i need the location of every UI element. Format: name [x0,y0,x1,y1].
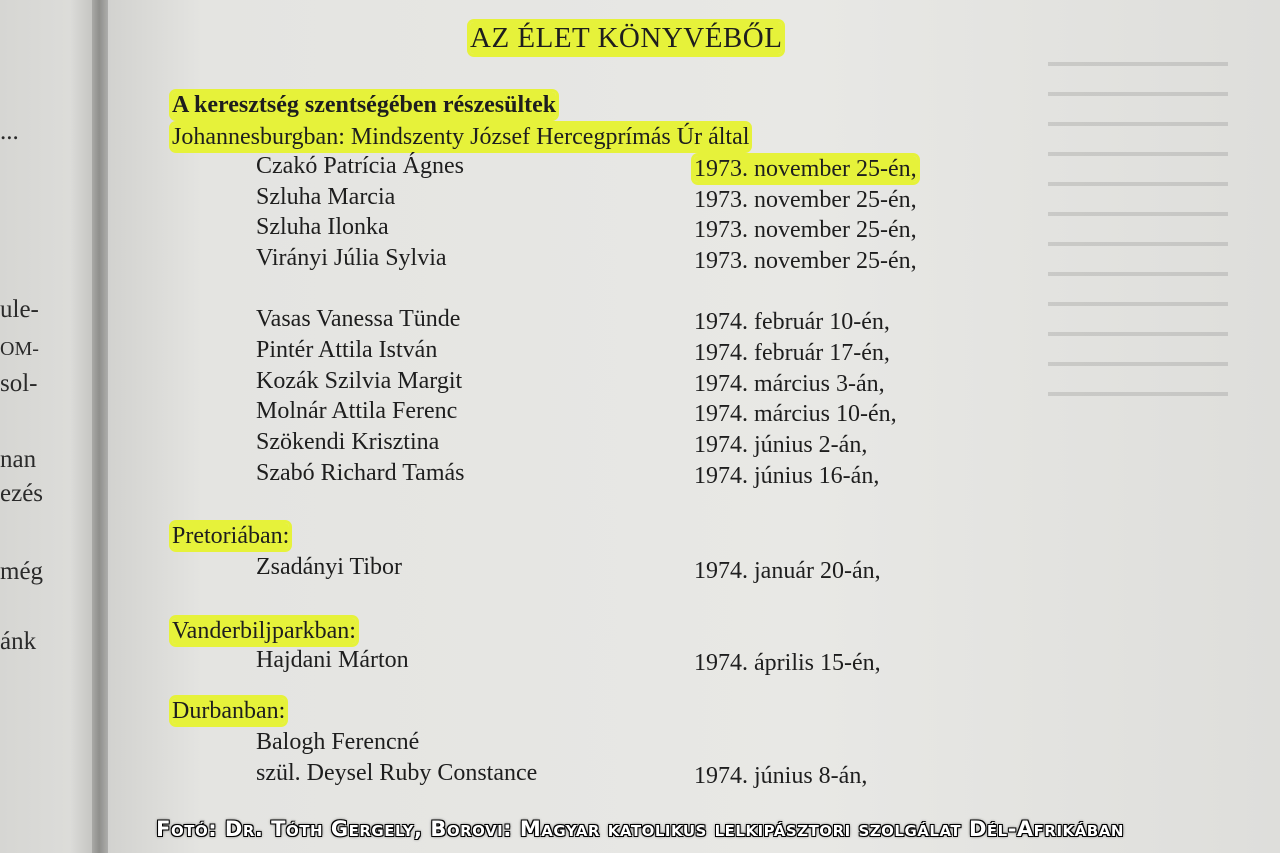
entry-date: 1974. április 15-én, [694,650,881,676]
entry-date: 1973. november 25-én, [694,248,917,274]
entry-date: 1974. június 16-án, [694,463,880,489]
left-page-fragment: ule- [0,296,39,323]
location-pretoria: Pretoriában: [172,523,290,549]
entry-name: Kozák Szilvia Margit [256,368,463,394]
entry-date: 1974. június 2-án, [694,432,868,458]
entry-name: Vasas Vanessa Tünde [256,306,461,332]
entry-name: Balogh Ferencné [256,729,420,755]
entry-date: 1973. november 25-én, [694,217,917,243]
entry-date: 1974. március 3-án, [694,371,885,397]
left-page [0,0,100,853]
bleed-through-text [1048,40,1228,400]
left-page-fragment: még [0,558,44,585]
entry-name: szül. Deysel Ruby Constance [256,760,538,786]
left-page-fragment: ... [0,118,19,145]
left-page-fragment: ánk [0,628,37,655]
section-heading: A keresztség szentségében részesültek [172,92,557,118]
entry-name: Szökendi Krisztina [256,429,440,455]
left-page-fragment: OM- [0,338,39,360]
left-page-fragment: sol- [0,370,38,397]
entry-name: Szluha Marcia [256,184,396,210]
entry-name: Czakó Patrícia Ágnes [256,153,464,179]
entry-date: 1974. március 10-én, [694,401,897,427]
entry-date: 1974. február 10-én, [694,309,890,335]
entry-name: Zsadányi Tibor [256,554,403,580]
entry-date: 1974. június 8-án, [694,763,868,789]
location-johannesburg: Johannesburgban: Mindszenty József Hercegprímás Úr által [172,124,750,150]
left-page-fragment: nan [0,446,37,473]
photo-credit-caption: Fotó: Dr. Tóth Gergely, Borovi: Magyar katolikus lelkipásztori szolgálat Dél-Afrikában [156,817,1124,841]
page-title: AZ ÉLET KÖNYVÉBŐL [470,22,783,54]
entry-name: Molnár Attila Ferenc [256,398,458,424]
entry-name: Hajdani Márton [256,647,409,673]
entry-name: Szabó Richard Tamás [256,460,465,486]
entry-name: Pintér Attila István [256,337,438,363]
entry-name: Virányi Júlia Sylvia [256,245,447,271]
entry-name: Szluha Ilonka [256,214,389,240]
entry-date: 1974. február 17-én, [694,340,890,366]
entry-date: 1973. november 25-én, [694,187,917,213]
location-vanderbiljpark: Vanderbiljparkban: [172,618,356,644]
location-durban: Durbanban: [172,698,286,724]
entry-date: 1974. január 20-án, [694,558,881,584]
entry-date: 1973. november 25-én, [694,156,917,182]
left-page-fragment: ezés [0,480,44,507]
